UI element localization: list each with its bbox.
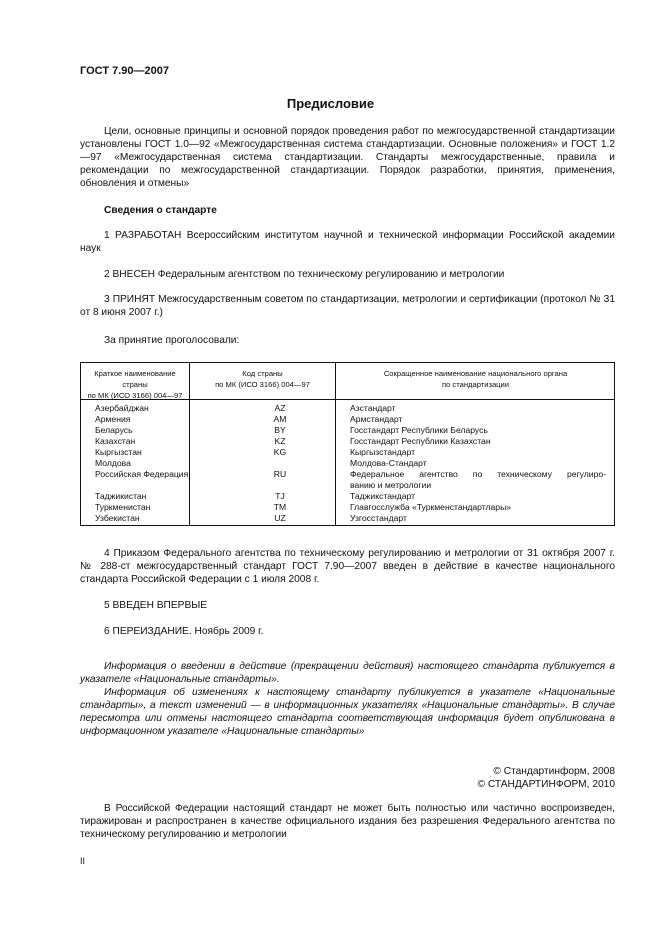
page-number: II	[80, 856, 86, 866]
voted-caption: За принятие проголосовали:	[104, 335, 240, 346]
header-org: Сокращенное наименование национального органа по стандартизации	[383, 369, 568, 389]
table-row: Казахстан KZ Госстандарт Республики Казахстан	[95, 436, 491, 446]
item-6: 6 ПЕРЕИЗДАНИЕ. Ноябрь 2009 г.	[104, 626, 264, 637]
notice-changes: Информация об изменениях к настоящему стандарту публикуется в указателе «Национальные стандарты», а текст изменений — в информационных указателях «Национальные стандарты». В случае пересмотра или отмены настоящего стандарта соответствующая информация будет опубликована в информационном указателе «Национальные стандарты»	[80, 687, 615, 737]
page-title: Предисловие	[286, 96, 375, 111]
item-3: 3 ПРИНЯТ Межгосударственным советом по стандартизации, метрологии и сертификации (протокол № 31 от 8 июня 2007 г.)	[80, 294, 615, 318]
table-row-continuation: ванию и метрологии	[350, 480, 432, 490]
item-1: 1 РАЗРАБОТАН Всероссийским институтом научной и технической информации Российской академии наук	[80, 230, 615, 254]
table-row: Молдова Молдова-Стандарт	[95, 458, 427, 468]
info-heading: Сведения о стандарте	[104, 205, 217, 216]
doc-code: ГОСТ 7.90—2007	[80, 65, 169, 77]
table-row: Таджикистан TJ Таджикстандарт	[95, 491, 416, 501]
intro-paragraph: Цели, основные принципы и основной порядок проведения работ по межгосударственной стандартизации установлены ГОСТ 1.0—92 «Межгосударственная система стандартизации. Основные положения» и ГОСТ 1.2—97 «Межгосударственная система стандартизации. Стандарты межгосударственные, правила и рекомендации по межгосударственной стандартизации. Порядок разработки, принятия, применения, обновления и отмены»	[80, 126, 615, 189]
notice-intro: Информация о введении в действие (прекращении действия) настоящего стандарта публикуется в указателе «Национальные стандарты».	[80, 661, 615, 685]
table-row: Кыргызстан KG Кыргызстандарт	[95, 447, 416, 457]
rights-notice: В Российской Федерации настоящий стандарт не может быть полностью или частично воспроизведен, тиражирован и распространен в качестве официального издания без разрешения Федерального агентства по техническому регулированию и метрологии	[80, 803, 615, 840]
table-row: Армения AM Армстандарт	[95, 414, 403, 424]
copyright-2010: © СТАНДАРТИНФОРМ, 2010	[477, 779, 615, 790]
header-country: Краткое наименование страны по МК (ИСО 3166) 004—97	[87, 369, 183, 400]
header-code: Код страны по МК (ИСО 3166) 004—97	[215, 369, 310, 389]
copyright-2008: © Стандартинформ, 2008	[493, 766, 615, 777]
item-4: 4 Приказом Федерального агентства по техническому регулированию и метрологии от 31 октября 2007 г. № 288-ст межгосударственный стандарт ГОСТ 7.90—2007 введен в действие в качестве национального стандарта Российской Федерации с 1 июля 2008 г.	[80, 548, 615, 585]
table-row: Азербайджан AZ Азстандарт	[95, 403, 396, 413]
table-row: Беларусь BY Госстандарт Республики Беларусь	[95, 425, 488, 435]
item-5: 5 ВВЕДЕН ВПЕРВЫЕ	[104, 600, 208, 611]
table-row: Российская Федерация RU Федеральное агентство по техническому регулиро-	[95, 469, 606, 479]
table-row: Туркменистан TM Главгосслужба «Туркменстандартлары»	[95, 502, 512, 512]
table-row: Узбекистан UZ Узгосстандарт	[95, 513, 407, 523]
item-2: 2 ВНЕСЕН Федеральным агентством по техническому регулированию и метрологии	[104, 269, 505, 280]
voting-table	[80, 362, 615, 526]
